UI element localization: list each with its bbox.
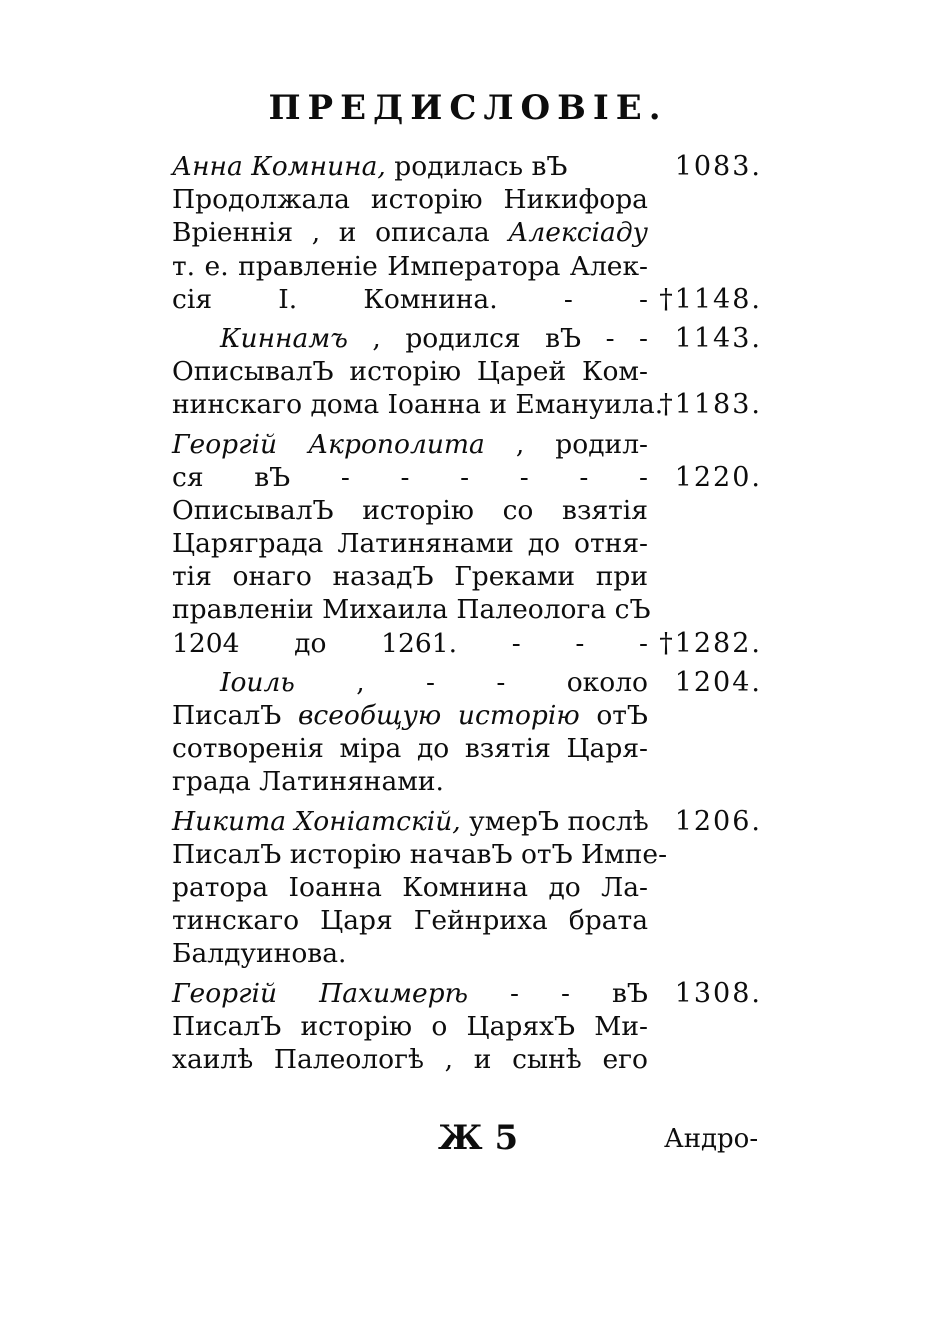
person-name: Іоиль — [220, 666, 295, 698]
year-label: 1220. — [674, 461, 762, 493]
italic-title: Алексіаду — [508, 217, 648, 249]
line-text — [172, 1010, 648, 1043]
chronology-entry — [172, 322, 762, 422]
text-line — [172, 805, 762, 838]
line-text — [220, 666, 648, 699]
line-body: умерЪ послѣ — [460, 805, 649, 837]
line-text — [172, 283, 648, 316]
year-label: 1083. — [674, 151, 762, 182]
text-line — [172, 322, 762, 355]
line-body: ПисалЪ исторію начавЪ отЪ Импе- — [172, 838, 668, 870]
chronology-entry — [172, 428, 762, 660]
text-line — [172, 216, 762, 249]
line-text — [172, 627, 648, 660]
line-text — [172, 494, 648, 527]
person-name: Георгій Акрополита — [172, 428, 485, 460]
text-line — [172, 527, 762, 560]
text-line — [172, 494, 762, 527]
line-text — [172, 977, 648, 1010]
line-text — [172, 699, 648, 732]
year-label: 1204. — [674, 666, 762, 698]
text-line — [172, 666, 762, 699]
text-line — [172, 699, 762, 732]
year-label: †1183. — [659, 389, 762, 421]
line-text — [172, 732, 648, 765]
line-text — [172, 527, 648, 560]
text-line — [172, 560, 762, 593]
text-line — [172, 250, 762, 283]
person-name: Киннамъ — [220, 322, 348, 354]
signature-mark: Ж 5 — [438, 1118, 519, 1158]
chronology-entries — [172, 150, 762, 1076]
line-text — [172, 216, 648, 249]
line-body: нинскаго дома Іоанна и Емануила. — [172, 389, 664, 421]
line-text — [172, 355, 648, 388]
line-text — [172, 150, 648, 183]
text-line — [172, 183, 762, 216]
line-text — [172, 871, 648, 904]
italic-title: всеобщую исторію — [297, 700, 580, 731]
line-body: ратора Іоанна Комнина до Ла- — [172, 871, 648, 903]
year-label: †1282. — [659, 627, 762, 659]
line-body: тія онаго назадЪ Греками при — [172, 561, 648, 593]
line-body: ся вЪ - - - - - - — [172, 461, 648, 493]
line-text — [172, 805, 648, 838]
line-body: ПисалЪ исторію о ЦаряхЪ Ми- — [172, 1010, 648, 1042]
line-body: сія I. Комнина. - - — [172, 283, 648, 315]
text-line — [172, 904, 762, 937]
line-body: , родился вЪ - - — [347, 322, 648, 354]
line-text — [172, 838, 668, 871]
line-body: т. е. правленіе Императора Алек- — [172, 250, 648, 282]
line-text — [172, 183, 648, 216]
line-body: Царяграда Латинянами до отня- — [172, 528, 648, 560]
chronology-entry — [172, 150, 762, 316]
line-text — [172, 388, 664, 421]
text-line — [172, 283, 762, 316]
person-name: Никита Хоніатскій, — [172, 805, 461, 837]
text-line — [172, 593, 762, 626]
text-line — [172, 838, 762, 871]
text-line — [172, 150, 762, 183]
text-line — [172, 428, 762, 461]
text-line — [172, 765, 762, 798]
line-text — [172, 461, 648, 494]
line-text — [172, 904, 648, 937]
line-text — [172, 428, 648, 461]
line-body: , - - около — [294, 666, 648, 698]
line-body: Вріеннія , и описала — [172, 217, 509, 249]
text-line — [172, 388, 762, 421]
chronology-entry — [172, 805, 762, 971]
text-line — [172, 937, 762, 970]
line-text — [172, 937, 648, 970]
text-line — [172, 1043, 762, 1076]
line-body: правленіи Михаила Палеолога сЪ — [172, 594, 651, 626]
line-body: 1204 до 1261. - - - — [172, 627, 648, 659]
year-label: 1206. — [674, 805, 762, 837]
line-text — [172, 560, 648, 593]
line-text — [172, 593, 651, 626]
year-label: †1148. — [659, 283, 762, 315]
line-body: ПисалЪ — [172, 700, 298, 731]
line-body: Балдуинова. — [172, 938, 347, 970]
person-name: Георгій Пахимерѣ — [172, 977, 469, 1009]
line-body-end: отЪ — [579, 700, 648, 731]
line-text — [172, 250, 648, 283]
line-text — [172, 1043, 648, 1076]
line-body: тинскаго Царя Гейнриха брата — [172, 905, 648, 937]
person-name: Анна Комнина, — [172, 151, 386, 182]
year-label: 1308. — [674, 977, 762, 1009]
text-line — [172, 732, 762, 765]
chronology-entry — [172, 977, 762, 1077]
line-body: хаилѣ Палеологѣ , и сынѣ его — [172, 1043, 648, 1075]
text-line — [172, 461, 762, 494]
line-body: , родил- — [484, 428, 648, 460]
text-line — [172, 871, 762, 904]
line-body: ОписывалЪ исторію со взятія — [172, 494, 648, 526]
chronology-entry — [172, 666, 762, 799]
text-line — [172, 977, 762, 1010]
line-body: родилась вЪ — [385, 151, 568, 182]
line-body: - - вЪ — [468, 977, 648, 1009]
line-body: ОписывалЪ исторію Царей Ком- — [172, 356, 648, 388]
running-head: ПРЕДИСЛОВІЕ. — [268, 88, 668, 128]
line-body: сотворенія міра до взятія Царя- — [172, 733, 648, 765]
text-line — [172, 627, 762, 660]
catchword: Андро- — [664, 1124, 759, 1154]
line-text — [172, 765, 648, 798]
text-line — [172, 1010, 762, 1043]
line-text — [220, 322, 648, 355]
year-label: 1143. — [674, 322, 762, 354]
line-body: Продолжала исторію Никифора — [172, 184, 648, 216]
line-body: града Латинянами. — [172, 766, 444, 798]
text-line — [172, 355, 762, 388]
